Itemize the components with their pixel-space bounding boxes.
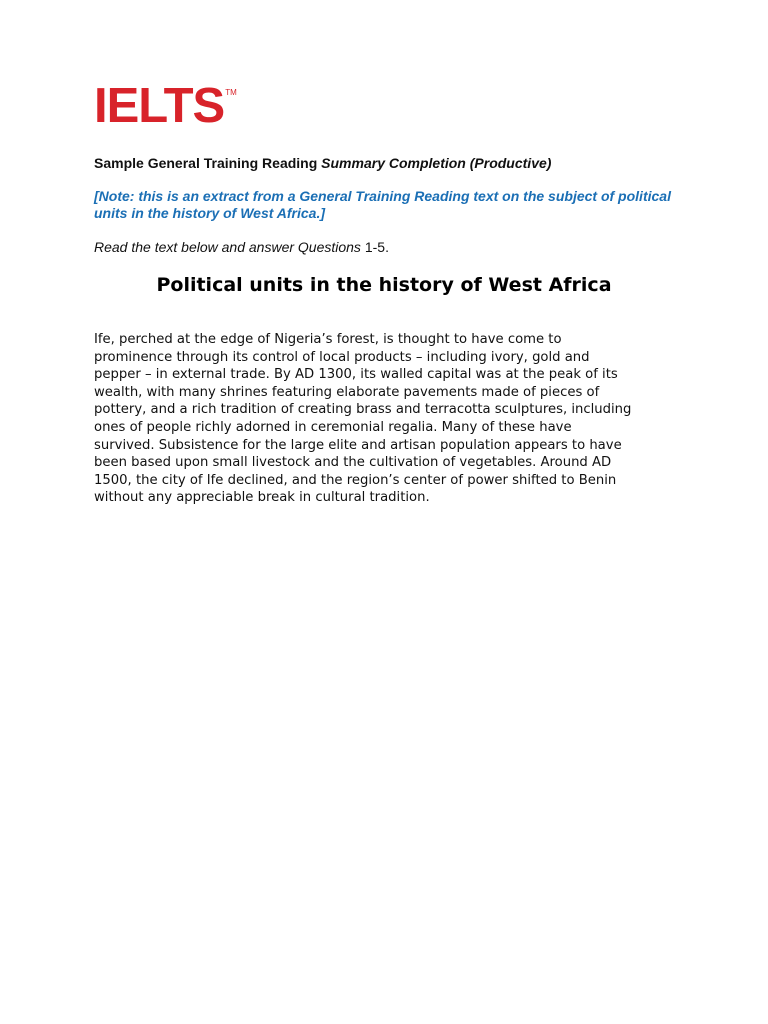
logo-text: IELTS (94, 79, 225, 133)
extract-note: [Note: this is an extract from a General Training Reading text on the subject of political units in the history of West Africa.] (94, 188, 671, 221)
passage-line: 1500, the city of Ife declined, and the region’s center of power shifted to Benin (94, 472, 617, 488)
passage-title: Political units in the history of West Africa (156, 274, 612, 296)
instruction-text: Read the text below and answer Questions (94, 239, 365, 255)
passage-line: pottery, and a rich tradition of creating brass and terracotta sculptures, including (94, 402, 632, 418)
heading-prefix: Sample General Training Reading (94, 155, 322, 171)
trademark-symbol: TM (225, 88, 237, 97)
passage-line: without any appreciable break in cultural tradition. (94, 490, 430, 506)
document-heading (94, 155, 551, 171)
heading-task-type: Summary Completion (Productive) (321, 155, 552, 171)
passage-line: been based upon small livestock and the cultivation of vegetables. Around AD (94, 455, 612, 471)
passage-body (94, 331, 664, 507)
ielts-logo (94, 80, 237, 132)
passage-line: wealth, with many shrines featuring elaborate pavements made of pieces of (94, 384, 600, 400)
passage-line: ones of people richly adorned in ceremonial regalia. Many of these have (94, 419, 572, 435)
instruction-line (94, 239, 389, 255)
passage-line: prominence through its control of local products – including ivory, gold and (94, 349, 590, 365)
question-range: 1-5. (364, 239, 389, 255)
passage-line: pepper – in external trade. By AD 1300, its walled capital was at the peak of its (94, 367, 618, 383)
passage-line: survived. Subsistence for the large elite and artisan population appears to have (94, 437, 622, 453)
passage-line: Ife, perched at the edge of Nigeria’s forest, is thought to have come to (94, 332, 562, 347)
